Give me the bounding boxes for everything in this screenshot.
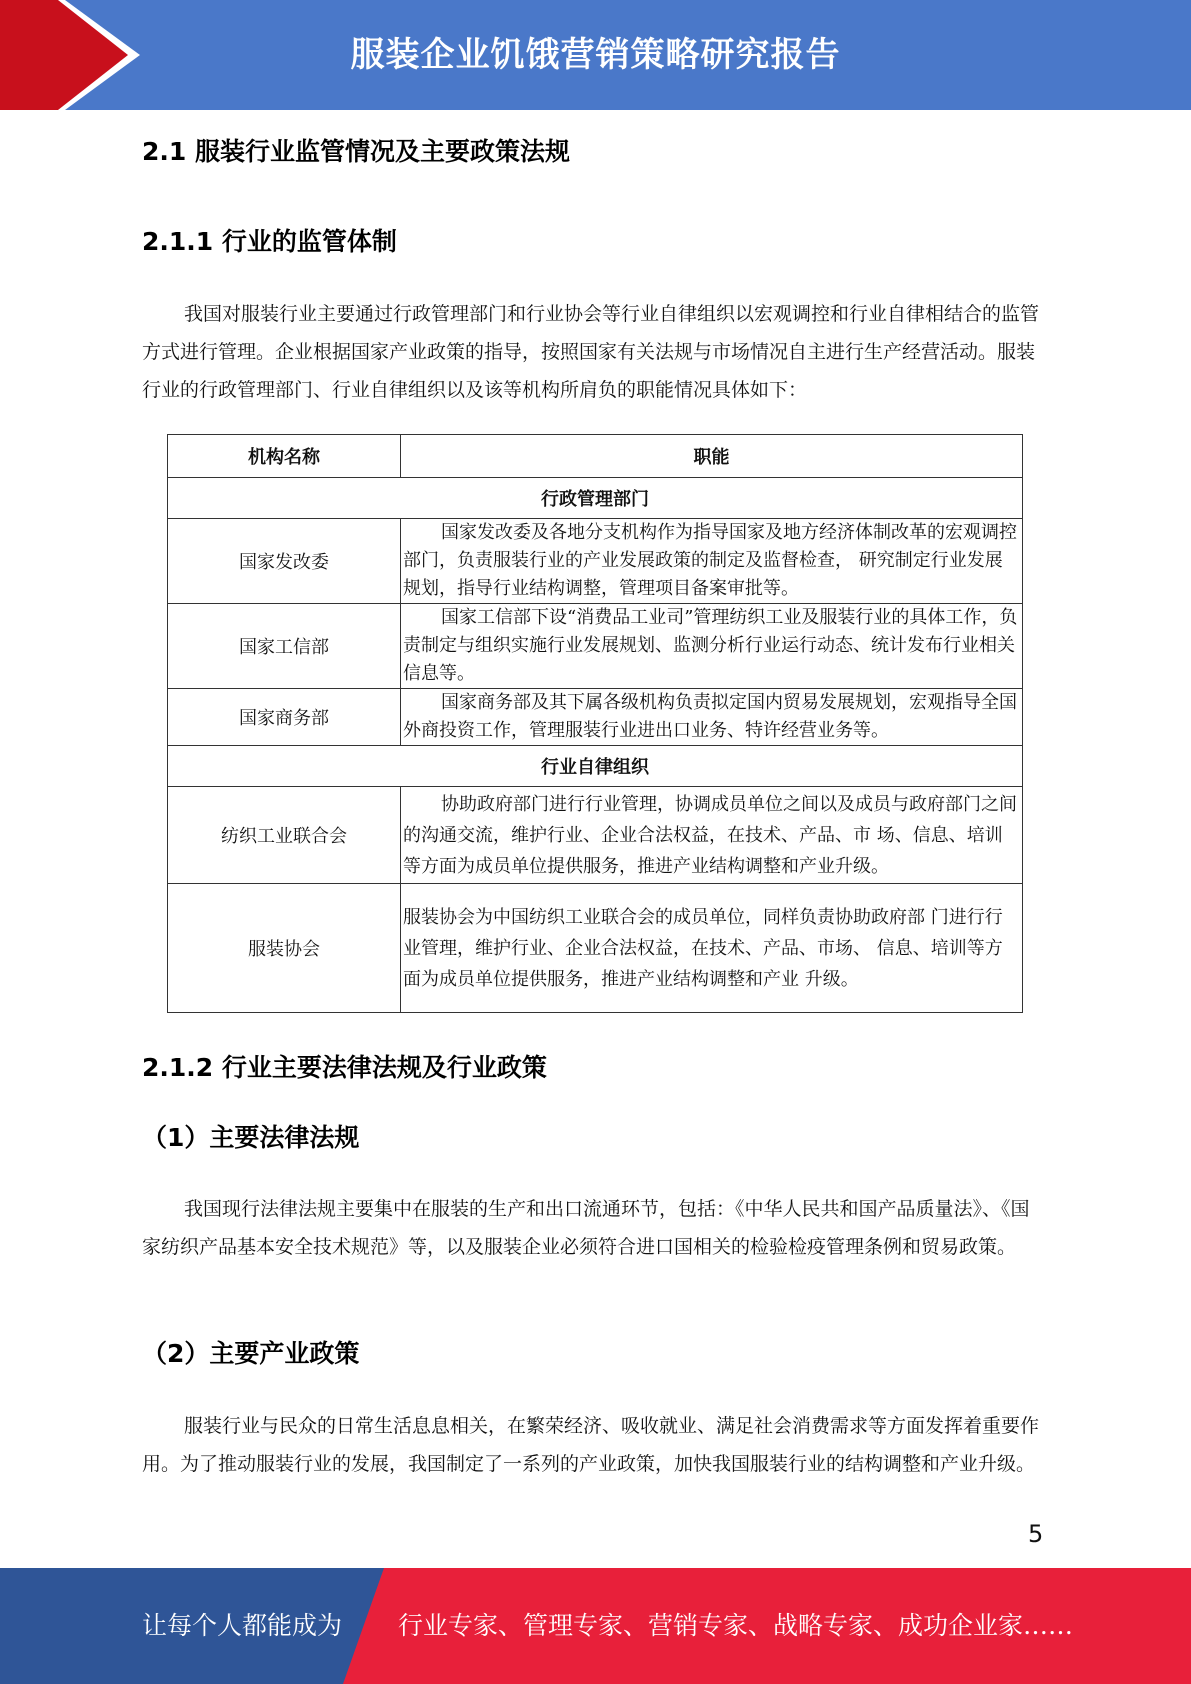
table-group-admin: 行政管理部门: [168, 478, 1023, 519]
section-2-1-1-heading: 2.1.1 行业的监管体制: [142, 227, 397, 256]
table-header-duty: 职能: [401, 435, 1023, 478]
table-header-org: 机构名称: [168, 435, 401, 478]
org-name: 国家发改委: [168, 519, 401, 604]
section-2-1-2-heading: 2.1.2 行业主要法律法规及行业政策: [142, 1053, 547, 1082]
org-duty: 协助政府部门进行行业管理，协调成员单位之间以及成员与政府部门之间的沟通交流，维护行业、企业合法权益，在技术、产品、市 场、信息、培训等方面为成员单位提供服务，推进产业结构调整和产业升级。: [401, 787, 1023, 884]
table-row: [168, 689, 1023, 746]
regulatory-bodies-table: [167, 434, 1023, 1013]
table-group-row: [168, 478, 1023, 519]
subsection-1-heading: （1）主要法律法规: [142, 1123, 360, 1152]
page-header: [0, 0, 1191, 110]
page-number: 5: [1028, 1520, 1044, 1548]
footer-slogan-right: 行业专家、管理专家、营销专家、战略专家、成功企业家……: [398, 1611, 1074, 1640]
table-row: [168, 604, 1023, 689]
org-duty: 国家发改委及各地分支机构作为指导国家及地方经济体制改革的宏观调控部门，负责服装行业的产业发展政策的制定及监督检查， 研究制定行业发展规划，指导行业结构调整，管理项目备案审批等。: [401, 519, 1023, 604]
table-row: [168, 519, 1023, 604]
table-row: [168, 787, 1023, 884]
report-title: 服装企业饥饿营销策略研究报告: [350, 35, 841, 75]
org-name: 纺织工业联合会: [168, 787, 401, 884]
subsection-2-paragraph: 服装行业与民众的日常生活息息相关，在繁荣经济、吸收就业、满足社会消费需求等方面发挥着重要作用。为了推动服装行业的发展，我国制定了一系列的产业政策，加快我国服装行业的结构调整和产业升级。: [142, 1415, 1040, 1475]
subsection-2-heading: （2）主要产业政策: [142, 1339, 360, 1368]
table-row: [168, 884, 1023, 1013]
footer-slogan-left: 让每个人都能成为: [142, 1611, 343, 1640]
table-group-selfreg: 行业自律组织: [168, 746, 1023, 787]
org-duty: 国家工信部下设“消费品工业司”管理纺织工业及服装行业的具体工作，负责制定与组织实施行业发展规划、监测分析行业运行动态、统计发布行业相关信息等。: [401, 604, 1023, 689]
section-2-1-1-paragraph: 我国对服装行业主要通过行政管理部门和行业协会等行业自律组织以宏观调控和行业自律相结合的监管方式进行管理。企业根据国家产业政策的指导，按照国家有关法规与市场情况自主进行生产经营活动。服装行业的行政管理部门、行业自律组织以及该等机构所肩负的职能情况具体如下：: [142, 303, 1040, 401]
subsection-1-paragraph: 我国现行法律法规主要集中在服装的生产和出口流通环节，包括：《中华人民共和国产品质量法》、《国家纺织产品基本安全技术规范》等，以及服装企业必须符合进口国相关的检验检疫管理条例和贸易政策。: [142, 1198, 1030, 1258]
org-name: 国家工信部: [168, 604, 401, 689]
section-2-1-heading: 2.1 服装行业监管情况及主要政策法规: [142, 137, 570, 166]
org-name: 国家商务部: [168, 689, 401, 746]
page-footer: [0, 1568, 1191, 1684]
table-header-row: [168, 435, 1023, 478]
org-name: 服装协会: [168, 884, 401, 1013]
org-duty: 国家商务部及其下属各级机构负责拟定国内贸易发展规划，宏观指导全国外商投资工作，管理服装行业进出口业务、特许经营业务等。: [401, 689, 1023, 746]
org-duty: 服装协会为中国纺织工业联合会的成员单位，同样负责协助政府部 门进行行业管理，维护行业、企业合法权益，在技术、产品、市场、 信息、培训等方面为成员单位提供服务，推进产业结构调整和产业 升级。: [401, 884, 1023, 1013]
table-group-row: [168, 746, 1023, 787]
